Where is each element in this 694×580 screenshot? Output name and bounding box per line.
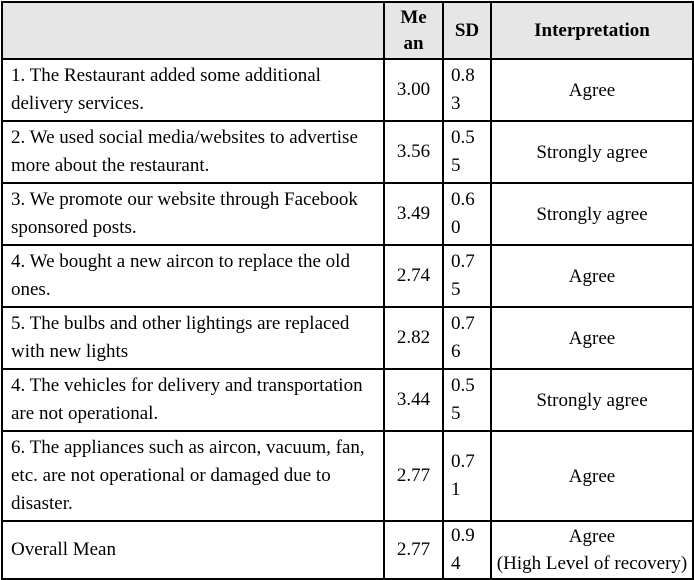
mean-value: 3.56 xyxy=(384,121,443,183)
item-text: 4. The vehicles for delivery and transportation are not operational. xyxy=(2,369,384,431)
sd-value: 0.76 xyxy=(443,307,491,369)
overall-sd-value: 0.94 xyxy=(443,521,491,579)
overall-interpretation xyxy=(491,521,693,579)
header-mean: Mean xyxy=(384,2,443,59)
header-sd: SD xyxy=(443,2,491,59)
overall-label: Overall Mean xyxy=(2,521,384,579)
item-text: 4. We bought a new aircon to replace the old ones. xyxy=(2,245,384,307)
overall-mean-value: 2.77 xyxy=(384,521,443,579)
interpretation-value: Agree xyxy=(491,59,693,121)
item-text: 2. We used social media/websites to advertise more about the restaurant. xyxy=(2,121,384,183)
interpretation-value: Strongly agree xyxy=(491,121,693,183)
interpretation-value: Strongly agree xyxy=(491,183,693,245)
table-row xyxy=(2,431,693,521)
interpretation-value: Agree xyxy=(491,431,693,521)
header-item xyxy=(2,2,384,59)
sd-value: 0.55 xyxy=(443,121,491,183)
overall-row xyxy=(2,521,693,579)
sd-value: 0.71 xyxy=(443,431,491,521)
table-row xyxy=(2,307,693,369)
table-row xyxy=(2,121,693,183)
overall-interpretation-note: (High Level of recovery) xyxy=(496,553,688,574)
mean-value: 2.82 xyxy=(384,307,443,369)
overall-interpretation-value: Agree xyxy=(568,526,616,547)
table-row xyxy=(2,59,693,121)
header-row xyxy=(2,2,693,59)
results-table xyxy=(1,1,694,580)
mean-value: 3.49 xyxy=(384,183,443,245)
table-row xyxy=(2,369,693,431)
header-interpretation: Interpretation xyxy=(491,2,693,59)
table-row xyxy=(2,183,693,245)
mean-value: 3.00 xyxy=(384,59,443,121)
interpretation-value: Strongly agree xyxy=(491,369,693,431)
interpretation-value: Agree xyxy=(491,245,693,307)
interpretation-value: Agree xyxy=(491,307,693,369)
item-text: 6. The appliances such as aircon, vacuum, fan, etc. are not operational or damaged due to disaster. xyxy=(2,431,384,521)
sd-value: 0.55 xyxy=(443,369,491,431)
item-text: 5. The bulbs and other lightings are replaced with new lights xyxy=(2,307,384,369)
mean-value: 3.44 xyxy=(384,369,443,431)
item-text: 1. The Restaurant added some additional delivery services. xyxy=(2,59,384,121)
mean-value: 2.77 xyxy=(384,431,443,521)
sd-value: 0.60 xyxy=(443,183,491,245)
item-text: 3. We promote our website through Facebook sponsored posts. xyxy=(2,183,384,245)
sd-value: 0.75 xyxy=(443,245,491,307)
table-row xyxy=(2,245,693,307)
mean-value: 2.74 xyxy=(384,245,443,307)
sd-value: 0.83 xyxy=(443,59,491,121)
